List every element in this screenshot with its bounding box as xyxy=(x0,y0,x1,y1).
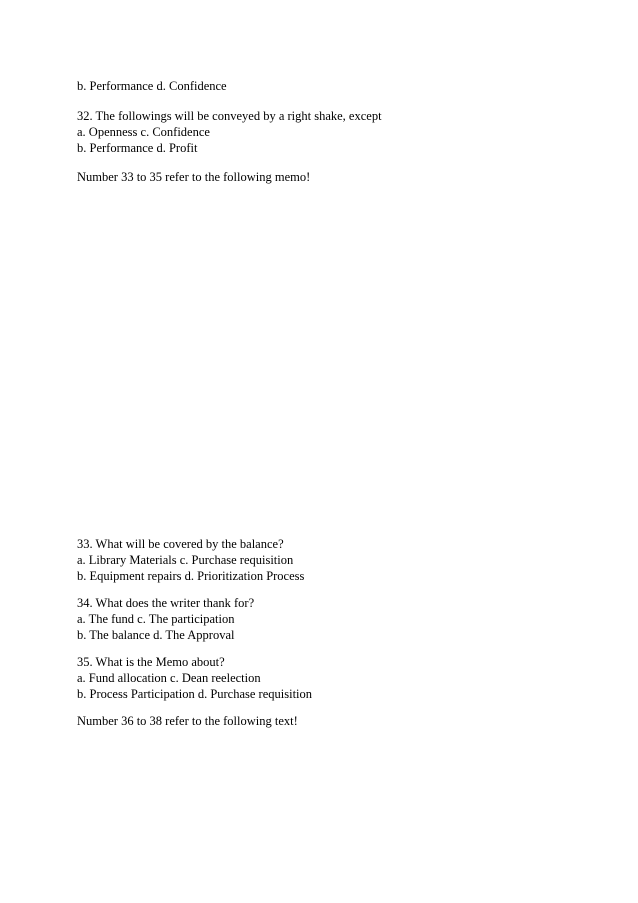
q35-options-a-c: a. Fund allocation c. Dean reelection xyxy=(77,671,261,685)
q33-options-b-d: b. Equipment repairs d. Prioritization Process xyxy=(77,569,305,583)
q33-options-a-c: a. Library Materials c. Purchase requisition xyxy=(77,553,294,567)
q34-options-a-c: a. The fund c. The participation xyxy=(77,612,235,626)
q32-options-b-d: b. Performance d. Profit xyxy=(77,141,198,155)
text-instruction: Number 36 to 38 refer to the following text! xyxy=(77,714,298,728)
q32-question: 32. The followings will be conveyed by a right shake, except xyxy=(77,109,382,123)
q34-options-b-d: b. The balance d. The Approval xyxy=(77,628,235,642)
q34-question: 34. What does the writer thank for? xyxy=(77,596,255,610)
q31-options-b-d: b. Performance d. Confidence xyxy=(77,79,227,93)
memo-instruction: Number 33 to 35 refer to the following memo! xyxy=(77,170,311,184)
q35-question: 35. What is the Memo about? xyxy=(77,655,225,669)
q33-question: 33. What will be covered by the balance? xyxy=(77,537,284,551)
q32-options-a-c: a. Openness c. Confidence xyxy=(77,125,210,139)
q35-options-b-d: b. Process Participation d. Purchase requisition xyxy=(77,687,313,701)
